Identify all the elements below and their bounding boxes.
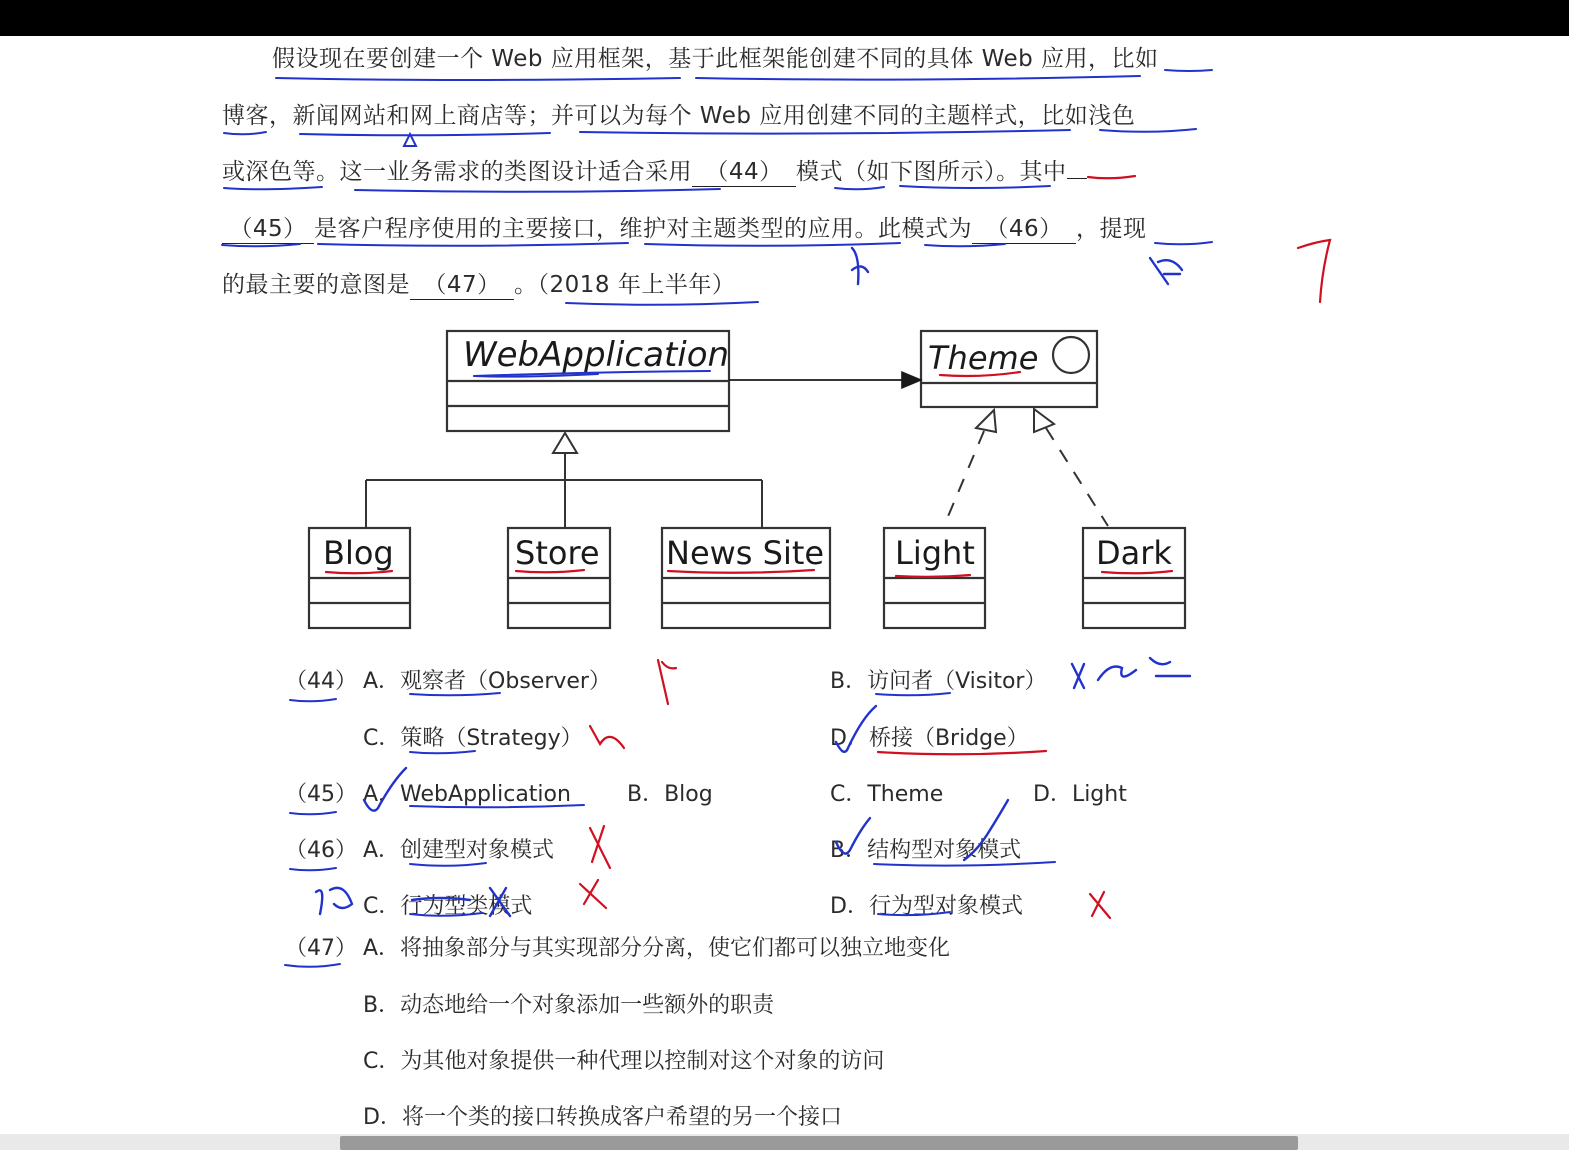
light-class-name: Light (895, 534, 975, 572)
question-line-4-post: ，提现 (1076, 216, 1147, 242)
q46-number: （46） (285, 838, 357, 863)
q44-option-a: A．观察者（Observer） (363, 669, 611, 694)
q44-option-b: B．访问者（Visitor） (830, 669, 1047, 694)
blank-47: （47） (410, 266, 514, 300)
blog-class-name: Blog (323, 534, 394, 572)
news-site-class-name: News Site (666, 534, 825, 572)
webapplication-class-name: WebApplication (463, 335, 730, 375)
question-line-5-post: 。（2018 年上半年） (514, 272, 736, 298)
question-line-1: 假设现在要创建一个 Web 应用框架，基于此框架能创建不同的具体 Web 应用，比如 (272, 46, 1159, 72)
q45-option-d: D．Light (1033, 782, 1127, 807)
q46-option-b: B．结构型对象模式 (830, 838, 1022, 863)
blue-checkmarks (316, 248, 1190, 916)
horizontal-scrollbar-thumb[interactable] (340, 1136, 1298, 1150)
q47-option-b: B．动态地给一个对象添加一些额外的职责 (363, 993, 775, 1018)
q45-option-a: A．WebApplication (363, 782, 571, 807)
question-line-3-mid: 模式（如下图所示）。其中 (796, 159, 1067, 185)
dark-class-name: Dark (1096, 534, 1172, 572)
blank-44: （44） (692, 153, 796, 187)
blank-46: （46） (972, 210, 1076, 244)
q47-option-c: C．为其他对象提供一种代理以控制对这个对象的访问 (363, 1049, 885, 1074)
q45-option-b: B．Blog (627, 782, 713, 807)
blue-underlines (222, 70, 1212, 967)
question-line-5-text: 的最主要的意图是 (222, 272, 410, 298)
q47-option-a: A．将抽象部分与其实现部分分离，使它们都可以独立地变化 (363, 936, 951, 961)
q45-number: （45） (285, 782, 357, 807)
question-line-2: 博客，新闻网站和网上商店等；并可以为每个 Web 应用创建不同的主题样式，比如浅色 (222, 103, 1136, 129)
q46-option-d: D．行为型对象模式 (830, 894, 1023, 919)
q47-number: （47） (285, 936, 357, 961)
question-line-3-text: 或深色等。这一业务需求的类图设计适合采用 (222, 159, 692, 185)
blank-45: （45） (222, 210, 314, 244)
q44-option-d: D．桥接（Bridge） (830, 726, 1029, 751)
q46-option-c: C．行为型类模式 (363, 894, 533, 919)
q46-option-a: A．创建型对象模式 (363, 838, 555, 863)
question-line-4-mid: 是客户程序使用的主要接口，维护对主题类型的应用。此模式为 (314, 216, 972, 242)
q44-option-c: C．策略（Strategy） (363, 726, 583, 751)
theme-class-name: Theme (928, 339, 1039, 377)
q47-option-d: D．将一个类的接口转换成客户希望的另一个接口 (363, 1105, 842, 1130)
q45-option-c: C．Theme (830, 782, 944, 807)
q44-number: （44） (285, 669, 357, 694)
store-class-name: Store (515, 534, 600, 572)
